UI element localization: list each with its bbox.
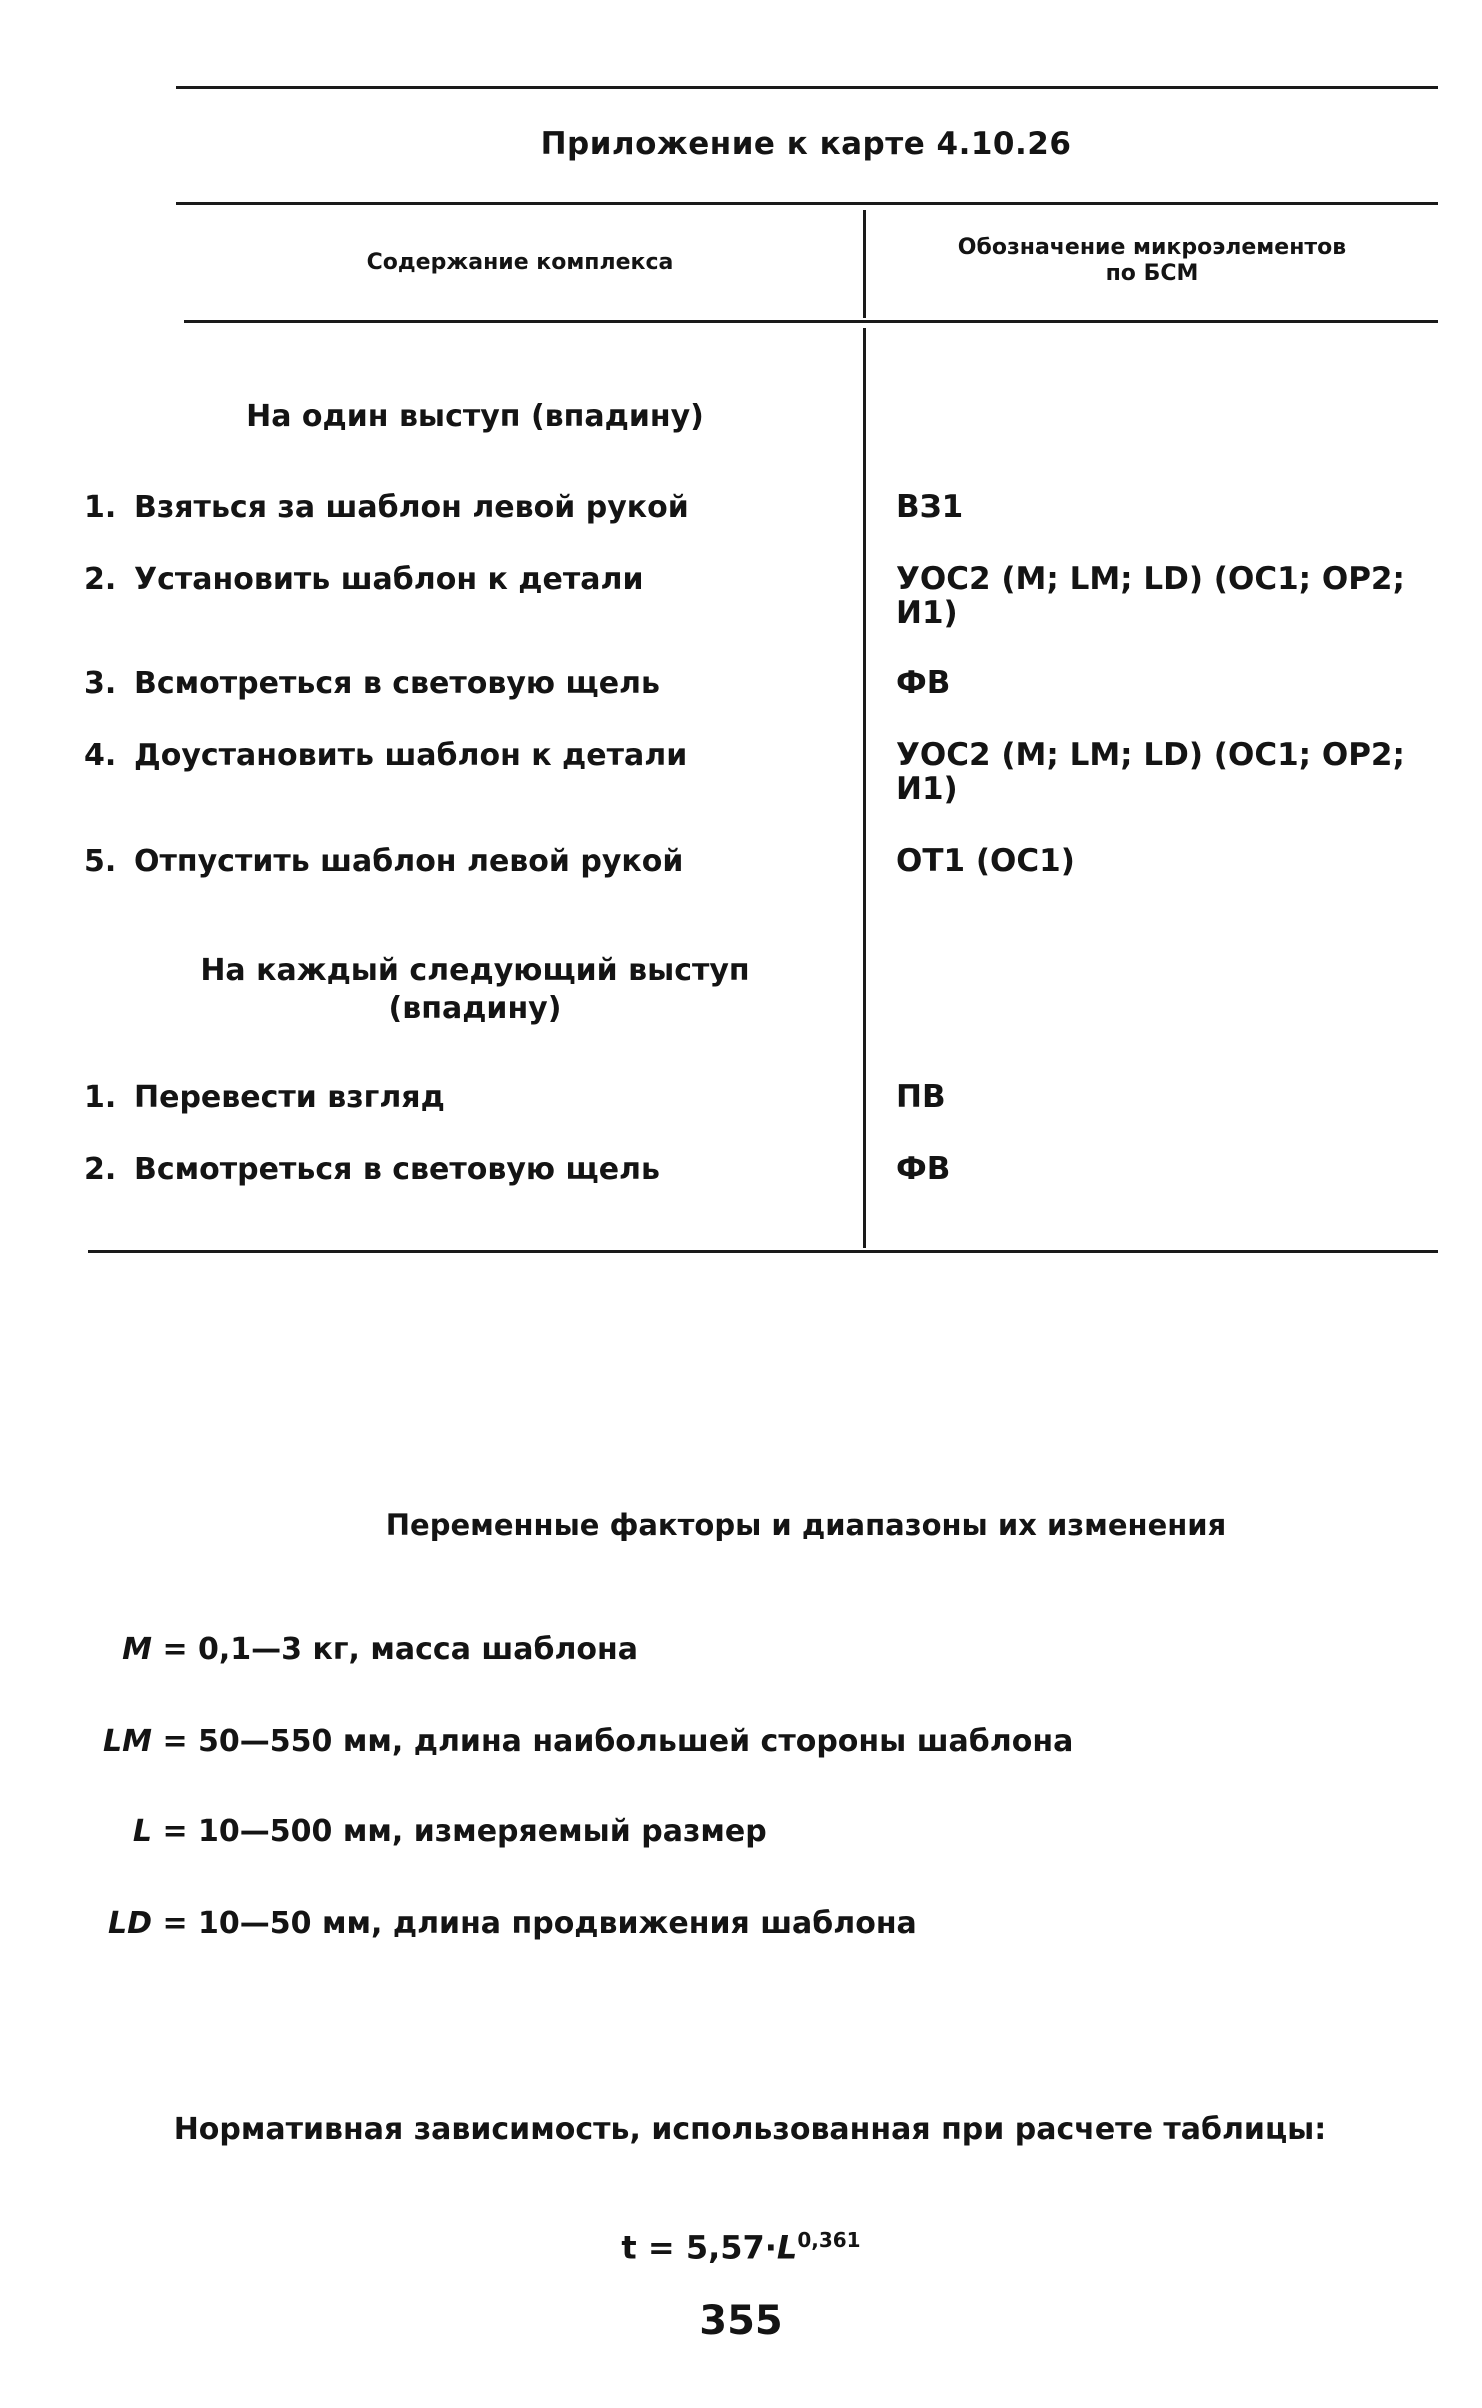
header-rule (184, 320, 1438, 323)
section-heading-one-protrusion: На один выступ (впадину) (246, 399, 704, 434)
top-rule (176, 86, 1438, 89)
item-text: Установить шаблон к детали (134, 562, 644, 597)
column-header-content: Содержание комплекса (366, 250, 674, 275)
item-text: Доустановить шаблон к детали (134, 738, 688, 773)
list-item (84, 1152, 660, 1188)
code-cell: ОТ1 (ОС1) (896, 843, 1075, 879)
title-rule (176, 202, 1438, 205)
variable-text: = 10—500 мм, измеряемый размер (162, 1814, 767, 1849)
list-item (84, 490, 689, 526)
item-text: Взяться за шаблон левой рукой (134, 490, 689, 525)
formula-variable: L (776, 2228, 798, 2267)
variable-item (80, 1632, 638, 1667)
list-item (84, 738, 687, 774)
item-text: Всмотреться в световую щель (134, 1152, 660, 1187)
variable-item (80, 1724, 1073, 1759)
list-item (84, 844, 683, 880)
item-number: 1. (84, 1080, 117, 1115)
item-number: 4. (84, 738, 117, 773)
item-number: 3. (84, 666, 117, 701)
item-number: 2. (84, 562, 117, 597)
code-cell: ФВ (896, 1151, 951, 1187)
normative-title: Нормативная зависимость, использованная при расчете таблицы: (173, 2112, 1327, 2147)
code-cell: ВЗ1 (896, 489, 964, 525)
list-item (84, 562, 644, 598)
column-header-codes-line2: по БСМ (1105, 261, 1199, 286)
code-cell: УОС2 (M; LM; LD) (ОС1; ОР2; И1) (896, 561, 1405, 631)
variable-item (80, 1906, 917, 1941)
code-cell: ПВ (896, 1079, 946, 1115)
item-text: Перевести взгляд (134, 1080, 445, 1115)
variables-title: Переменные факторы и диапазоны их изменения (385, 1508, 1227, 1542)
variable-symbol: LM (103, 1724, 152, 1759)
column-divider-body (863, 328, 866, 1248)
page-number: 355 (699, 2298, 783, 2344)
column-header-codes-line1: Обозначение микроэлементов (957, 235, 1347, 260)
item-text: Всмотреться в световую щель (134, 666, 660, 701)
list-item (84, 1080, 445, 1116)
item-text: Отпустить шаблон левой рукой (134, 844, 684, 879)
section-heading-line2: (впадину) (388, 991, 562, 1026)
variable-symbol: M (122, 1632, 152, 1667)
page-title: Приложение к карте 4.10.26 (540, 126, 1072, 162)
variable-text: = 50—550 мм, длина наибольшей стороны шаблона (162, 1724, 1074, 1759)
item-number: 1. (84, 490, 117, 525)
table-bottom-rule (88, 1250, 1438, 1253)
formula-exponent: 0,361 (797, 2228, 861, 2252)
variable-text: = 10—50 мм, длина продвижения шаблона (162, 1906, 917, 1941)
variable-symbol: L (132, 1814, 152, 1849)
variable-symbol: LD (107, 1906, 152, 1941)
list-item (84, 666, 660, 702)
formula (0, 2228, 1482, 2267)
column-divider-header (863, 210, 866, 318)
section-heading-line1: На каждый следующий выступ (200, 953, 750, 988)
code-cell: ФВ (896, 665, 951, 701)
item-number: 2. (84, 1152, 117, 1187)
column-header-codes (866, 235, 1438, 287)
variable-text: = 0,1—3 кг, масса шаблона (162, 1632, 638, 1667)
section-heading-each-next-protrusion (90, 952, 860, 1028)
item-number: 5. (84, 844, 117, 879)
formula-left: t = 5,57· (621, 2228, 777, 2267)
variable-item (80, 1814, 767, 1849)
code-cell: УОС2 (M; LM; LD) (ОС1; ОР2; И1) (896, 737, 1405, 807)
